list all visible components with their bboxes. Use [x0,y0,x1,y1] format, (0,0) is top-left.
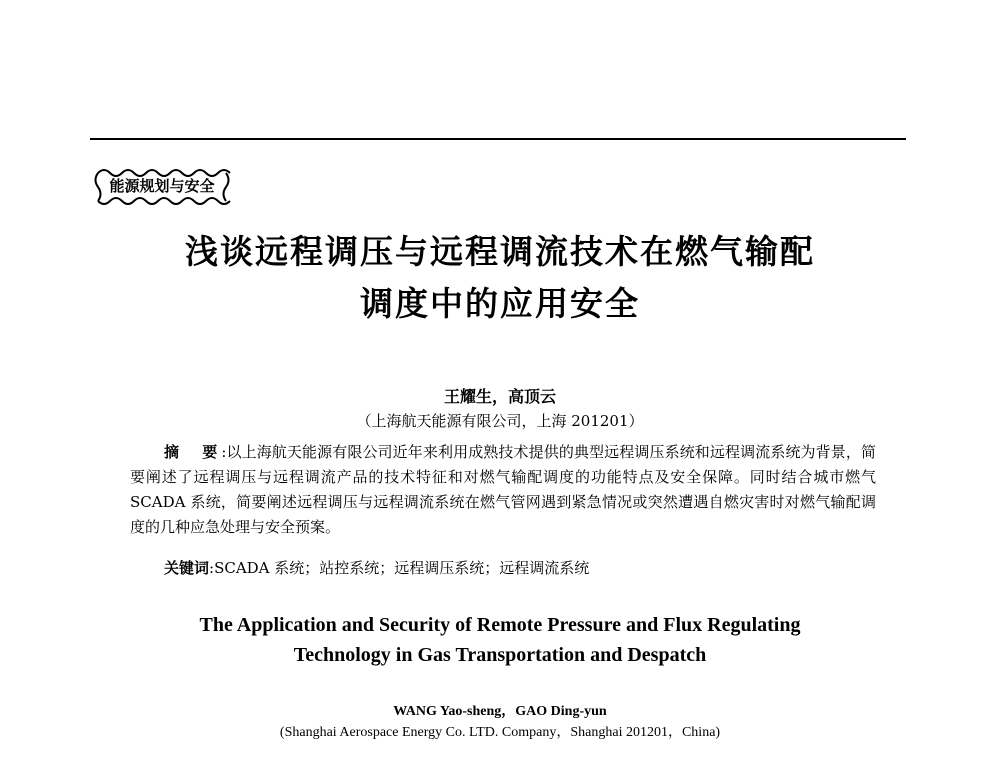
english-title-line-1: The Application and Security of Remote Pressure and Flux Regulating [199,614,801,636]
column-tag-label: 能源规划与安全 [109,177,215,195]
english-authors: WANG Yao-sheng，GAO Ding-yun [393,704,607,719]
keywords-label: 关键词 [164,559,210,577]
keywords [164,557,589,578]
paper-title-line-1: 浅谈远程调压与远程调流技术在燃气输配 [185,232,815,271]
english-title-line-2: Technology in Gas Transportation and Despatch [293,644,707,666]
abstract-label: 摘 要 [164,443,222,461]
affiliation: （上海航天能源有限公司，上海 201201） [356,412,644,430]
abstract [130,440,876,540]
abstract-text: :以上海航天能源有限公司近年来利用成熟技术提供的典型远程调压系统和远程调流系统为背景，简要阐述了远程调压与远程调流产品的技术特征和对燃气输配调度的功能特点及安全保障。同时结合城市燃气 SCADA 系统，简要阐述远程调压与远程调流系统在燃气管网遇到紧急情况或突然遭遇自燃灾害时对燃气输配调度的几种应急处理与安全预案。 [130,443,876,536]
english-affiliation: (Shanghai Aerospace Energy Co. LTD. Company，Shanghai 201201，China) [279,725,721,740]
column-tag [92,164,232,208]
authors: 王耀生，高顶云 [443,387,556,406]
header-rule [90,138,906,140]
keywords-text: :SCADA 系统；站控系统；远程调压系统；远程调流系统 [209,559,590,577]
paper-title-line-2: 调度中的应用安全 [360,284,640,323]
